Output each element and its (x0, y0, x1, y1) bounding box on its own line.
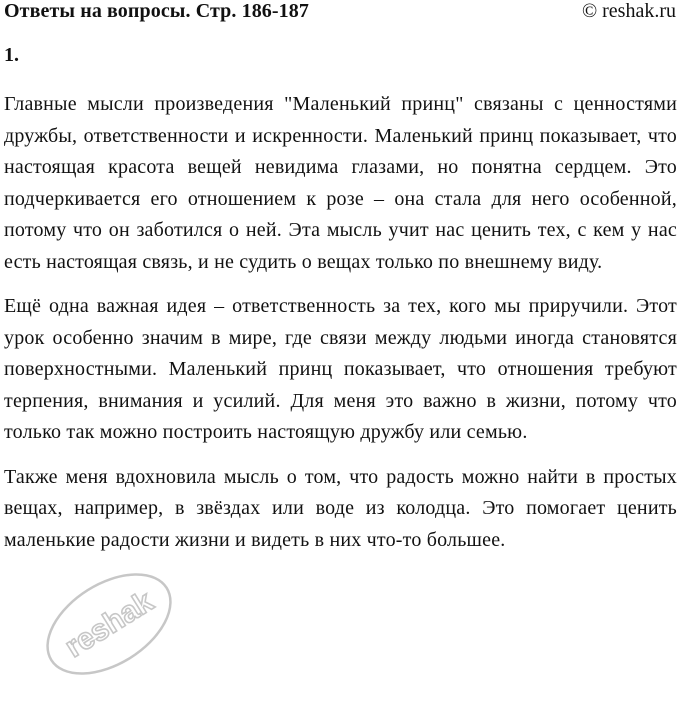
page-title: Ответы на вопросы. Стр. 186-187 (4, 0, 309, 22)
answer-paragraph: Также меня вдохновила мысль о том, что радость можно найти в простых вещах, например, в звёздах или воде из колодца. Это помогает ценить маленькие радости жизни и видеть в них что-то большее. (4, 465, 677, 551)
page-header (4, 0, 676, 26)
source-credit: © reshak.ru (581, 0, 676, 22)
answer-text (4, 89, 677, 569)
question-number: 1. (4, 44, 19, 66)
answer-paragraph: Ещё одна важная идея – ответственность за тех, кого мы приручили. Этот урок особенно значим в мире, где связи между людьми иногда становятся поверхностными. Маленький принц показывает, что отношения требуют терпения, внимания и усилий. Для меня это важно в жизни, потому что только так можно построить настоящую дружбу или семью. (4, 295, 677, 443)
svg-text:reshak: reshak (59, 584, 160, 665)
watermark-logo (34, 562, 184, 680)
answer-paragraph: Главные мысли произведения "Маленький принц" связаны с ценностями дружбы, ответственности и искренности. Маленький принц показывает, что настоящая красота вещей невидима глазами, но понятна сердцем. Это подчеркивается его отношением к розе – она стала для него особенной, потому что он заботился о ней. Эта мысль учит нас ценить тех, с кем у нас есть настоящая связь, и не судить о вещах только по внешнему виду. (4, 93, 677, 273)
